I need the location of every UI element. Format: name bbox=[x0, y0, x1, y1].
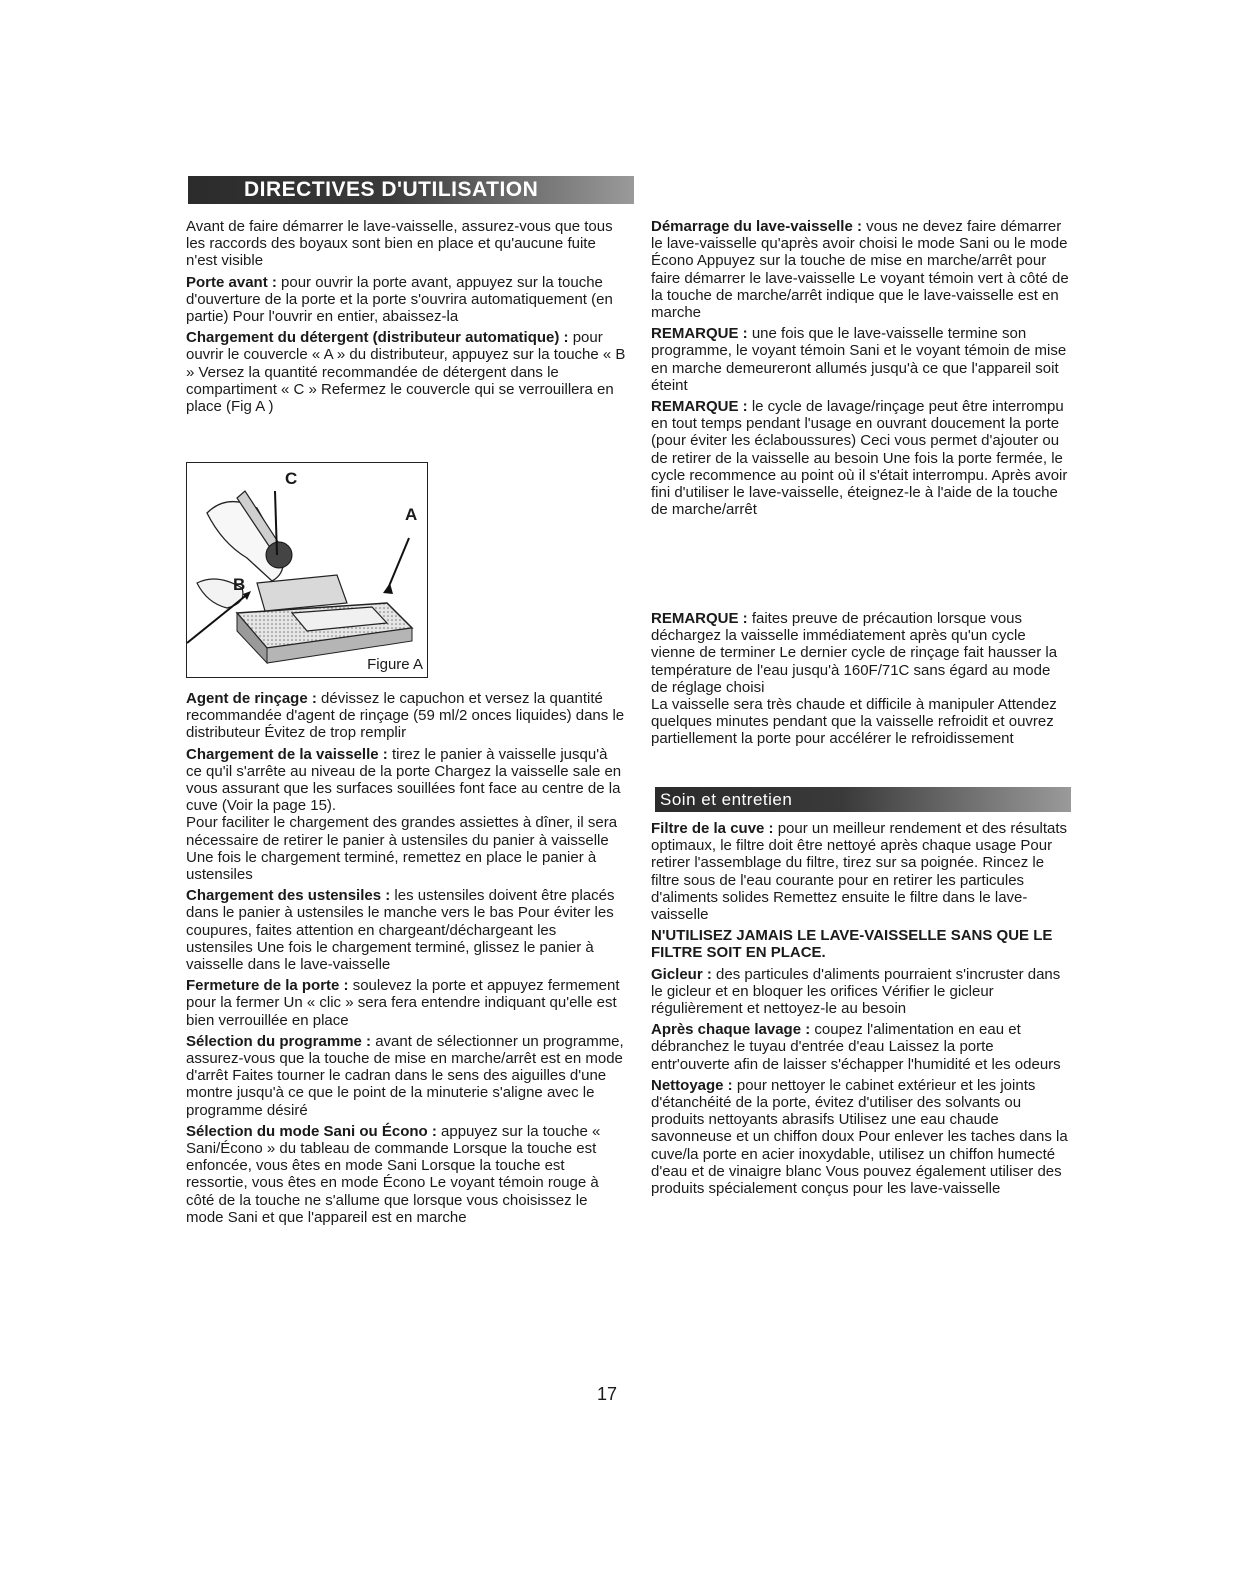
remarque-2-paragraph bbox=[651, 398, 1071, 518]
programme-paragraph bbox=[186, 1033, 626, 1119]
figure-label-b: B bbox=[233, 575, 246, 594]
vaisselle-paragraph bbox=[186, 746, 626, 815]
remarque-3-text: faites preuve de précaution lorsque vous déchargez la vaisselle immédiatement après qu'un cycle vienne de terminer Le dernier cycle de rinçage fait hausser la température de l'eau jusqu'à 160F/71C sans égard au mode de réglage choisi bbox=[651, 610, 1058, 696]
apres-paragraph bbox=[651, 1021, 1071, 1073]
porte-avant-text: pour ouvrir la porte avant, appuyez sur la touche d'ouverture de la porte et la porte s'ouvrira automatiquement (en partie) Pour l'ouvrir en entier, abaissez-la bbox=[186, 273, 613, 326]
remarque-1-label: REMARQUE : bbox=[651, 325, 748, 343]
nettoyage-label: Nettoyage : bbox=[651, 1076, 733, 1094]
rincage-label: Agent de rinçage : bbox=[186, 690, 317, 707]
left-column-bottom bbox=[186, 690, 626, 1230]
programme-label: Sélection du programme : bbox=[186, 1032, 372, 1050]
intro-paragraph: Avant de faire démarrer le lave-vaisselle, assurez-vous que tous les raccords des boyaux sont bien en place et qu'aucune fuite n'est visible bbox=[186, 218, 613, 270]
right-column-top bbox=[651, 218, 1071, 522]
gicleur-paragraph bbox=[651, 966, 1071, 1018]
fermeture-paragraph bbox=[186, 977, 626, 1029]
filtre-label: Filtre de la cuve : bbox=[651, 820, 774, 837]
demarrage-paragraph bbox=[651, 218, 1071, 321]
fermeture-text: soulevez la porte et appuyez fermement pour la fermer Un « clic » sera fera entendre indiquant qu'elle est bien verrouillée en place bbox=[186, 977, 620, 1029]
remarque-2-text: le cycle de lavage/rinçage peut être interrompu en tout temps pendant l'usage en ouvrant doucement la porte (pour éviter les éclaboussures) Ceci vous permet d'ajouter ou de retirer de la vaisselle au besoin Une fois la porte fermée, le cycle recommence au point où il s'était interrompu. Après avoir fini d'utiliser le lave-vaisselle, éteignez-le à l'aide de la touche de marche/arrêt bbox=[651, 398, 1068, 519]
remarque-3-paragraph bbox=[651, 610, 1071, 696]
fermeture-label: Fermeture de la porte : bbox=[186, 977, 349, 995]
figure-label-a: A bbox=[405, 505, 418, 524]
figure-a-detergent-dispenser bbox=[186, 462, 428, 678]
filter-warning: N'UTILISEZ JAMAIS LE LAVE-VAISSELLE SANS QUE LE FILTRE SOIT EN PLACE. bbox=[651, 927, 1053, 962]
detergent-text: pour ouvrir le couvercle « A » du distributeur, appuyez sur la touche « B » Versez la quantité recommandée de détergent dans le compartiment « C » Refermez le couvercle qui se verrouillera en place (Fig A ) bbox=[186, 329, 626, 416]
gicleur-label: Gicleur : bbox=[651, 965, 712, 983]
ustensiles-paragraph bbox=[186, 887, 626, 973]
dispenser-illustration bbox=[187, 463, 427, 677]
nettoyage-paragraph bbox=[651, 1077, 1071, 1197]
section-header-soin bbox=[655, 787, 1071, 812]
porte-avant-paragraph bbox=[186, 274, 626, 326]
demarrage-label: Démarrage du lave-vaisselle : bbox=[651, 218, 862, 235]
page-number: 17 bbox=[597, 1384, 618, 1404]
rincage-paragraph bbox=[186, 690, 626, 742]
demarrage-text: vous ne devez faire démarrer le lave-vaisselle qu'après avoir choisi le mode Sani ou le mode Écono Appuyez sur la touche de mise en marche/arrêt pour faire démarrer le lave-vaisselle Le voyant témoin vert à côté de la touche de marche/arrêt indique que le lave-vaisselle est en marche bbox=[651, 218, 1069, 322]
nettoyage-text: pour nettoyer le cabinet extérieur et les joints d'étanchéité de la porte, évitez d'utiliser des solvants ou produits nettoyants abrasifs Utilisez une eau chaude savonneuse et un chiffon doux Pour enlever les taches dans la cuve/la porte en acier inoxydable, utilisez un chiffon humecté d'eau et de vinaigre blanc Vous pouvez également utiliser des produits spécialement conçus pour les lave-vaisselle bbox=[651, 1076, 1068, 1198]
remarque-3-paragraph-2: La vaisselle sera très chaude et difficile à manipuler Attendez quelques minutes pendant que la vaisselle refroidit et ouvrez partiellement la porte pour accélérer le refroidissement bbox=[651, 696, 1057, 748]
apres-label: Après chaque lavage : bbox=[651, 1021, 811, 1039]
programme-text: avant de sélectionner un programme, assurez-vous que la touche de mise en marche/arrêt est en mode d'arrêt Faites tourner le cadran dans le sens des aiguilles d'une montre jusqu'à ce que le point de la minuterie s'aligne avec le programme désiré bbox=[186, 1032, 624, 1119]
right-column-bottom bbox=[651, 820, 1071, 1201]
filtre-paragraph bbox=[651, 820, 1071, 923]
left-column-top bbox=[186, 218, 626, 419]
vaisselle-paragraph-2: Pour faciliter le chargement des grandes assiettes à dîner, il sera nécessaire de retirer le panier à ustensiles du panier à vaisselle Une fois le chargement terminé, remettez en place le panier à ustensiles bbox=[186, 814, 618, 884]
detergent-paragraph bbox=[186, 329, 626, 415]
remarque-3-label: REMARQUE : bbox=[651, 610, 748, 627]
filtre-text: pour un meilleur rendement et des résultats optimaux, le filtre doit être nettoyé après chaque usage Pour retirer l'assemblage du filtre, tirez sur sa poignée. Rincez le filtre sous de l'eau courante pour en retirer les particules d'aliments solides Remettez ensuite le filtre dans le lave-vaisselle bbox=[651, 820, 1068, 924]
remarque-2-label: REMARQUE : bbox=[651, 398, 748, 416]
remarque-1-paragraph bbox=[651, 325, 1071, 394]
soin-title: Soin et entretien bbox=[660, 790, 793, 809]
rincage-text: dévissez le capuchon et versez la quantité recommandée d'agent de rinçage (59 ml/2 onces liquides) dans le distributeur Évitez de trop remplir bbox=[186, 690, 625, 742]
section-title: DIRECTIVES D'UTILISATION bbox=[244, 178, 539, 201]
gicleur-text: des particules d'aliments pourraient s'incruster dans le gicleur et en bloquer les orifices Vérifier le gicleur régulièrement et nettoyez-le au besoin bbox=[651, 965, 1061, 1018]
ustensiles-text: les ustensiles doivent être placés dans le panier à ustensiles le manche vers le bas Pour éviter les coupures, faites attention en chargeant/déchargeant les ustensiles Une fois le chargement terminé, glissez le panier à vaisselle dans le lave-vaisselle bbox=[186, 887, 615, 974]
vaisselle-text: tirez le panier à vaisselle jusqu'à ce qu'il s'arrête au niveau de la porte Chargez la vaisselle sale en vous assurant que les surfaces souillées font face au centre de la cuve (Voir la page 15). bbox=[186, 745, 622, 815]
detergent-label: Chargement du détergent (distributeur automatique) : bbox=[186, 329, 569, 347]
vaisselle-label: Chargement de la vaisselle : bbox=[186, 745, 388, 763]
remarque-1-text: une fois que le lave-vaisselle termine son programme, le voyant témoin Sani et le voyant témoin de mise en marche demeureront allumés jusqu'à ce que l'appareil soit éteint bbox=[651, 325, 1067, 394]
apres-text: coupez l'alimentation en eau et débranchez le tuyau d'entrée d'eau Laissez la porte entr'ouverte afin de laisser s'échapper l'humidité et les odeurs bbox=[651, 1021, 1061, 1073]
mode-label: Sélection du mode Sani ou Écono : bbox=[186, 1122, 437, 1140]
figure-label-c: C bbox=[285, 469, 298, 488]
mode-text: appuyez sur la touche « Sani/Écono » du tableau de commande Lorsque la touche est enfoncée, vous êtes en mode Sani Lorsque la touche est ressortie, vous êtes en mode Écono Le voyant témoin rouge à côté de la touche ne s'allume que lorsque vous choisissez le mode Sani et que l'appareil est en marche bbox=[186, 1122, 601, 1226]
mode-paragraph bbox=[186, 1123, 626, 1226]
right-column-middle bbox=[651, 610, 1071, 752]
section-header-directives bbox=[188, 176, 634, 204]
ustensiles-label: Chargement des ustensiles : bbox=[186, 887, 391, 905]
figure-caption: Figure A bbox=[367, 656, 423, 673]
porte-avant-label: Porte avant : bbox=[186, 273, 277, 291]
